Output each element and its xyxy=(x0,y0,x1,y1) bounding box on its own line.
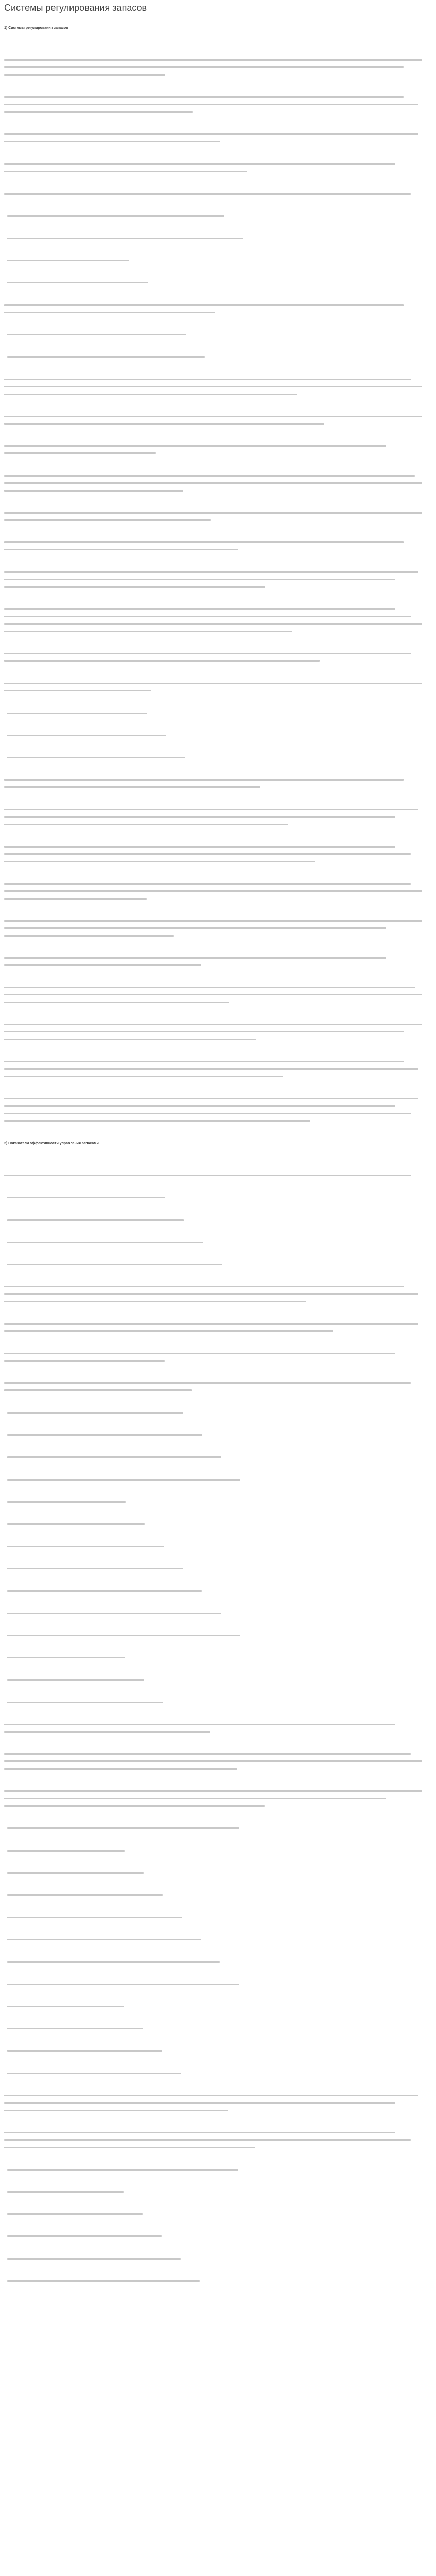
text-line xyxy=(4,846,395,848)
text-line xyxy=(4,653,411,654)
text-line xyxy=(7,1219,184,1221)
text-line xyxy=(4,1068,418,1070)
text-line xyxy=(4,171,247,172)
text-line xyxy=(4,927,386,929)
text-line xyxy=(7,1242,203,1243)
text-line xyxy=(7,2280,200,2282)
text-line xyxy=(7,713,147,714)
text-line xyxy=(4,1301,306,1302)
text-line xyxy=(4,490,183,492)
text-line xyxy=(7,2191,124,2193)
text-line xyxy=(4,809,418,810)
text-line xyxy=(7,215,224,217)
text-line xyxy=(7,1679,144,1681)
text-line xyxy=(7,2169,238,2171)
text-line xyxy=(7,757,185,758)
text-line xyxy=(4,779,404,781)
text-line xyxy=(4,816,395,818)
text-line xyxy=(4,66,404,68)
text-line xyxy=(4,1105,395,1107)
text-line xyxy=(4,1790,422,1792)
text-line xyxy=(4,1113,411,1114)
text-line xyxy=(4,312,215,313)
text-line xyxy=(7,1434,202,1436)
text-line xyxy=(4,994,422,995)
text-line xyxy=(4,1731,210,1733)
text-line xyxy=(4,1382,411,1384)
text-line xyxy=(4,394,297,395)
text-line xyxy=(4,690,151,691)
text-line xyxy=(7,238,243,239)
text-line xyxy=(4,1360,165,1362)
text-line xyxy=(4,571,418,573)
text-line xyxy=(7,1523,145,1525)
text-line xyxy=(4,445,386,447)
text-line xyxy=(7,2258,181,2260)
text-line xyxy=(4,1061,404,1062)
text-line xyxy=(4,1293,418,1295)
text-line xyxy=(4,1002,229,1003)
text-line xyxy=(4,1760,422,1762)
text-line xyxy=(4,549,238,550)
text-line xyxy=(4,616,411,617)
text-line xyxy=(4,1039,256,1040)
text-line xyxy=(4,74,165,76)
text-line xyxy=(4,1024,422,1025)
text-line xyxy=(7,1917,182,1918)
text-line xyxy=(4,957,386,959)
text-line xyxy=(7,735,166,736)
text-line xyxy=(7,1501,126,1503)
text-line xyxy=(4,1805,265,1807)
text-line xyxy=(4,163,395,165)
text-line xyxy=(4,452,156,454)
text-line xyxy=(7,1939,201,1940)
text-line xyxy=(4,111,193,113)
text-line xyxy=(7,1894,163,1896)
section-heading-text: 2) Показатели эффективности управления запасами xyxy=(4,1142,99,1145)
text-line xyxy=(4,193,411,195)
text-line xyxy=(4,2139,411,2141)
text-line xyxy=(4,608,395,610)
text-line xyxy=(7,282,148,283)
text-line xyxy=(4,475,415,477)
page-title: Системы регулирования запасов xyxy=(4,3,147,13)
section-heading-text: 1) Системы регулирования запасов xyxy=(4,26,68,30)
text-line xyxy=(7,356,205,358)
text-line xyxy=(7,1197,165,1198)
text-line xyxy=(7,1702,163,1703)
text-line xyxy=(4,920,422,922)
text-line xyxy=(4,1286,404,1287)
text-line xyxy=(4,935,174,937)
text-line xyxy=(7,2050,162,2052)
text-line xyxy=(4,482,422,484)
text-line xyxy=(7,2028,143,2029)
text-line xyxy=(4,660,320,662)
text-line xyxy=(4,386,422,387)
text-line xyxy=(4,416,422,417)
text-line xyxy=(7,1872,144,1874)
text-line xyxy=(7,2006,124,2007)
text-line xyxy=(4,1330,333,1332)
text-line xyxy=(4,133,418,135)
text-line xyxy=(4,683,422,684)
text-line xyxy=(4,379,411,380)
text-line xyxy=(7,334,186,335)
text-line xyxy=(4,898,147,900)
text-line xyxy=(4,890,422,892)
text-line xyxy=(7,1613,221,1614)
text-line xyxy=(4,1120,310,1122)
text-line xyxy=(7,1635,240,1636)
text-line xyxy=(4,1098,418,1099)
text-line xyxy=(4,1031,404,1032)
text-line xyxy=(4,786,260,788)
text-line xyxy=(4,861,315,862)
text-line xyxy=(4,853,411,855)
text-line xyxy=(4,631,292,632)
text-line xyxy=(4,541,404,543)
text-line xyxy=(4,2132,395,2133)
text-line xyxy=(4,1753,411,1755)
text-line xyxy=(4,304,404,306)
text-line xyxy=(4,1076,283,1077)
text-line xyxy=(4,1353,395,1354)
text-line xyxy=(7,2213,143,2215)
text-line xyxy=(7,1568,183,1569)
text-line xyxy=(4,2110,228,2111)
text-line xyxy=(4,1768,237,1770)
text-line xyxy=(4,2095,418,2096)
text-line xyxy=(4,883,411,885)
text-line xyxy=(4,824,288,825)
text-line xyxy=(7,1827,239,1829)
text-line xyxy=(4,59,422,61)
text-line xyxy=(4,96,404,98)
text-line xyxy=(7,1456,221,1458)
text-line xyxy=(4,1323,418,1325)
text-line xyxy=(7,1264,222,1265)
text-line xyxy=(7,1546,164,1547)
text-line xyxy=(4,623,422,625)
text-line xyxy=(4,964,201,966)
text-line xyxy=(4,512,422,514)
text-line xyxy=(7,1961,220,1963)
text-line xyxy=(7,1850,125,1852)
text-line xyxy=(4,519,211,521)
text-line xyxy=(7,2235,162,2237)
text-line xyxy=(7,260,129,261)
text-line xyxy=(7,1984,239,1985)
text-line xyxy=(4,1724,395,1725)
text-line xyxy=(4,2147,255,2148)
text-line xyxy=(4,1389,192,1391)
text-line xyxy=(7,1657,125,1658)
text-line xyxy=(7,1412,183,1414)
text-line xyxy=(7,1479,240,1481)
text-line xyxy=(7,1590,202,1592)
text-line xyxy=(4,1175,411,1176)
text-line xyxy=(4,579,395,580)
text-line xyxy=(4,2102,395,2104)
text-line xyxy=(7,2073,181,2074)
text-line xyxy=(4,104,418,105)
text-line xyxy=(4,1798,386,1799)
text-line xyxy=(4,987,415,988)
text-line xyxy=(4,423,324,425)
text-line xyxy=(4,586,265,588)
text-line xyxy=(4,141,220,142)
